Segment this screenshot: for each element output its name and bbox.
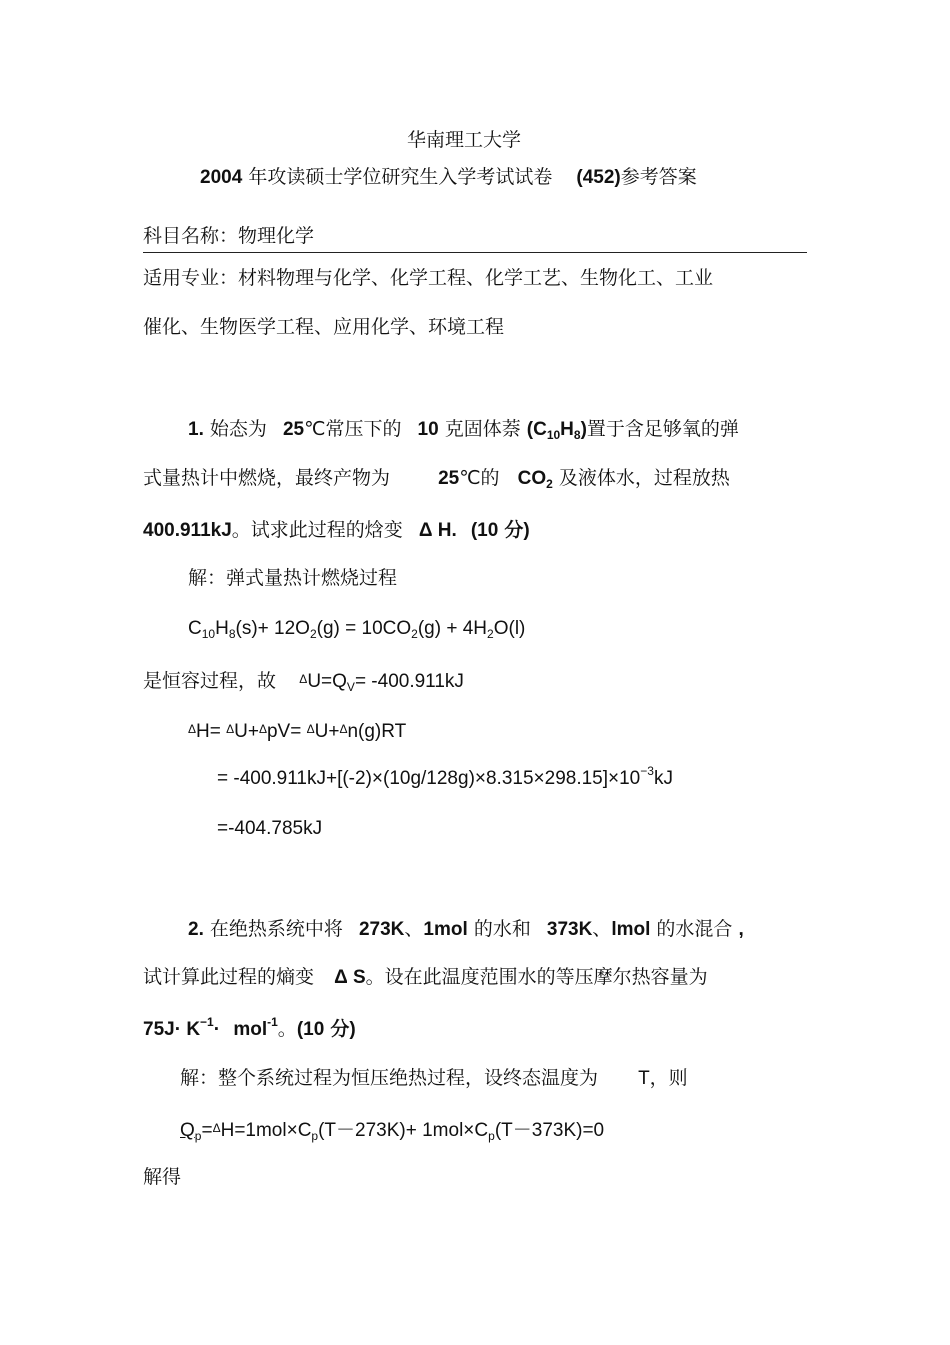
q1-text: 始态为 [209, 418, 267, 440]
q2-value: 273K [358, 919, 405, 940]
q2-score-unit: 分) [330, 1019, 356, 1040]
q1-formula: $(C_{10}H_8)$ [526, 419, 587, 442]
delta-symbol: Δ [299, 672, 308, 686]
a2-solve: 解得 [143, 1166, 182, 1188]
q2-line-3 [143, 1017, 356, 1042]
majors-text-1: 材料物理与化学、化学工程、化学工艺、生物化工、工业 [238, 267, 714, 289]
q1-text: 置于含足够氧的弹 [586, 418, 739, 440]
a1-intro: 解：弹式量热计燃烧过程 [188, 567, 398, 589]
q1-mass: 10 [417, 419, 439, 440]
delta-symbol: Δ [306, 722, 315, 736]
q1-line-2 [143, 466, 730, 491]
delta-symbol: Δ [212, 1121, 221, 1135]
q2-line-1 [188, 917, 744, 942]
subject-value: 物理化学 [238, 225, 315, 247]
q2-line-2 [143, 965, 708, 990]
a2-text: ，则 [649, 1067, 688, 1089]
q1-text: ℃的 [459, 467, 500, 489]
a1-enthalpy-relation: $^\Delta$H= $^\Delta$U+$^\Delta$pV= $^\Delta$U+$^\Delta$n(g)RT [188, 721, 407, 742]
q2-heat-capacity: $75J\cdot K^{-1}\cdot mol^{-1}$ [143, 1015, 278, 1040]
delta-symbol: Δ [258, 722, 267, 736]
q2-text: 的水和 [473, 918, 531, 940]
q1-co2: $CO_2$ [517, 468, 553, 491]
q2-text: 。 [277, 1018, 297, 1040]
q1-text: ℃常压下的 [304, 418, 402, 440]
a1-result: =-404.785kJ [217, 818, 323, 839]
q2-delta-s: Δ S [334, 967, 366, 988]
q2-text: 试计算此过程的熵变 [143, 966, 315, 988]
q1-score: (10 [470, 520, 499, 541]
q2-value: 373K [546, 919, 593, 940]
a2-heat-balance-equation: $Q_p=^\Delta H=1mol\times C_p(T-273K)+ 1mol\times C_p(T-373K)=0$ [180, 1120, 605, 1143]
delta-symbol: Δ [339, 722, 348, 736]
q1-text: 式量热计中燃烧，最终产物为 [143, 467, 391, 489]
exam-title-text: 年攻读硕士学位研究生入学考试试卷 [248, 166, 553, 188]
q2-score: (10 [296, 1019, 325, 1040]
q2-value: lmol [611, 919, 651, 940]
a2-intro [180, 1066, 688, 1091]
q2-text: 在绝热系统中将 [209, 918, 343, 940]
q2-text: 、 [404, 918, 424, 940]
q2-value: 1mol [423, 919, 468, 940]
q1-line-1 [188, 417, 739, 442]
q1-heat: 400.911kJ [143, 520, 232, 541]
exam-code: (452) [576, 167, 621, 188]
q1-number: 1. [188, 419, 204, 440]
majors-label: 适用专业： [143, 267, 239, 289]
q1-text: 克固体萘 [444, 418, 521, 440]
q1-score-unit: 分) [504, 520, 530, 541]
exam-year: 2004 [200, 167, 243, 188]
a1-reaction-equation: $C_{10}H_8(s)+ 12O_2(g) = 10CO_2(g) + 4H_2O(l)$ [188, 618, 526, 641]
exam-suffix: 参考答案 [620, 166, 697, 188]
q2-comma: , [738, 919, 744, 940]
exam-title [200, 165, 697, 190]
q1-text: 。试求此过程的焓变 [231, 519, 403, 541]
majors-line-2: 催化、生物医学工程、应用化学、环境工程 [143, 316, 505, 338]
q1-delta-h: Δ H [418, 520, 452, 541]
q2-text: 。设在此温度范围水的等压摩尔热容量为 [365, 966, 708, 988]
header-divider [143, 252, 807, 253]
a1-constant-volume: 是恒容过程，故 $^\Delta U=Q_V= -400.911kJ$ [143, 671, 464, 694]
q2-text: 的水混合 [656, 918, 733, 940]
delta-symbol: Δ [188, 722, 197, 736]
q1-line-3 [143, 518, 530, 543]
q1-temp: 25 [282, 419, 305, 440]
q1-dot: . [451, 520, 457, 541]
subject-line [143, 224, 314, 248]
a1-text: 是恒容过程，故 [143, 671, 277, 692]
a1-calculation: = $-400.911kJ+[(-2)\times(10g/128g)\times 8.315\times 298.15]\times 10^{-3}kJ$ [217, 764, 673, 789]
q2-text: 、 [592, 918, 612, 940]
subject-label: 科目名称： [143, 225, 239, 247]
majors-line-1 [143, 266, 713, 290]
q1-text: 及液体水，过程放热 [558, 467, 730, 489]
a2-text: 解：整个系统过程为恒压绝热过程，设终态温度为 [180, 1067, 599, 1089]
q1-temp: 25 [438, 468, 460, 489]
university-title: 华南理工大学 [407, 129, 522, 151]
a2-temperature-symbol: T [638, 1068, 650, 1089]
delta-symbol: Δ [226, 722, 235, 736]
q2-number: 2. [188, 919, 204, 940]
